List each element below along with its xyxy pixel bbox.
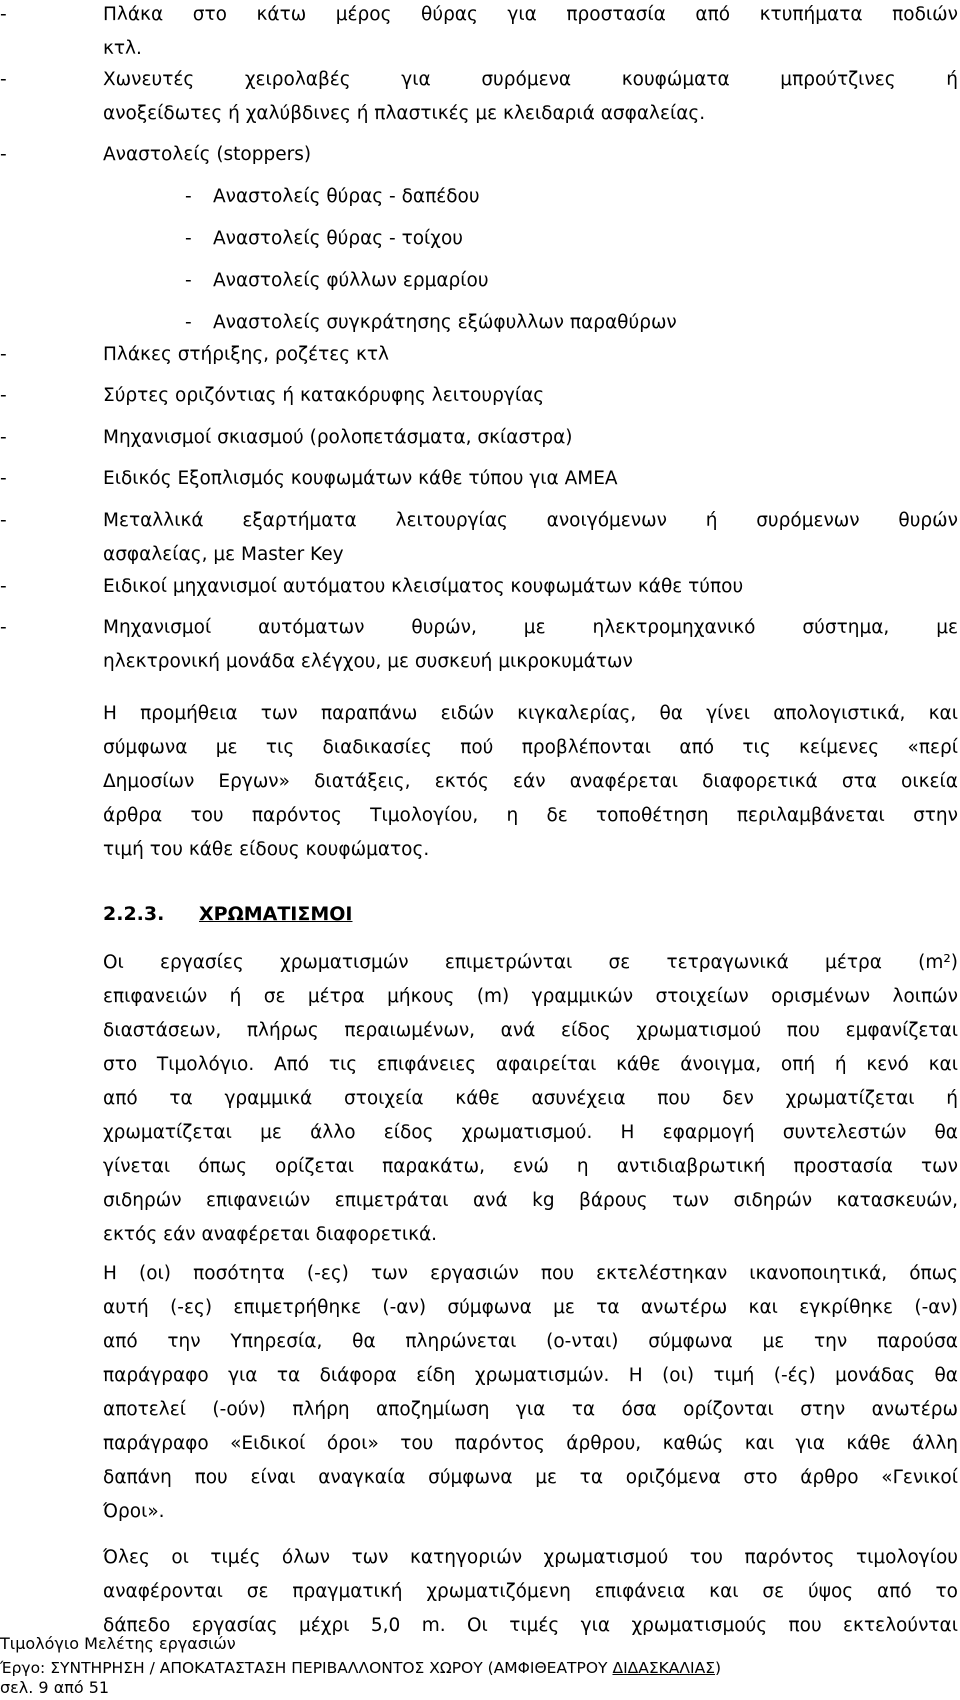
paragraph-line: γίνεται όπως ορίζεται παρακάτω, ενώ η αντιδιαβρωτική προστασία των bbox=[103, 1156, 958, 1177]
list-item bbox=[0, 570, 744, 604]
paragraph-line: σιδηρών επιφανειών επιμετράται ανά kg βάρους των σιδηρών κατασκευών, bbox=[103, 1190, 958, 1211]
footer-project-suffix: ) bbox=[714, 1659, 722, 1677]
list-item bbox=[0, 611, 958, 679]
paragraph-line: δάπεδο εργασίας μέχρι 5,0 m. Οι τιμές για χρωματισμούς που εκτελούνται bbox=[103, 1615, 958, 1636]
list-item-line: ηλεκτρονική μονάδα ελέγχου, με συσκευή μικροκυμάτων bbox=[103, 651, 633, 672]
list-dash: - bbox=[0, 617, 7, 638]
sublist-item bbox=[185, 306, 677, 340]
paragraph-line: στο Τιμολόγιο. Από τις επιφάνειες αφαιρείται κάθε άνοιγμα, οπή ή κενό και bbox=[103, 1054, 958, 1075]
list-item-line: Ειδικός Εξοπλισμός κουφωμάτων κάθε τύπου για ΑΜΕΑ bbox=[103, 468, 618, 489]
list-dash: - bbox=[0, 427, 7, 448]
sublist-dash: - bbox=[185, 186, 192, 207]
paragraph-line: διαστάσεων, πλήρως περαιωμένων, ανά είδος χρωματισμού που εμφανίζεται bbox=[103, 1020, 958, 1041]
paragraph-line: παράγραφο «Ειδικοί όροι» του παρόντος άρθρου, καθώς και για κάθε άλλη bbox=[103, 1433, 958, 1454]
paragraph-line: αυτή (-ες) επιμετρήθηκε (-αν) σύμφωνα με τα ανωτέρω και εγκρίθηκε (-αν) bbox=[103, 1297, 958, 1318]
list-item-line: Ειδικοί μηχανισμοί αυτόματου κλεισίματος κουφωμάτων κάθε τύπου bbox=[103, 576, 744, 597]
paragraph-prices bbox=[103, 1541, 958, 1643]
list-dash: - bbox=[0, 69, 7, 90]
sublist-dash: - bbox=[185, 312, 192, 333]
section-number: 2.2.3. bbox=[103, 903, 165, 925]
paragraph-line: από τα γραμμικά στοιχεία κάθε ασυνέχεια που δεν χρωματίζεται ή bbox=[103, 1088, 958, 1109]
sublist-dash: - bbox=[185, 228, 192, 249]
paragraph-line: τιμή του κάθε είδους κουφώματος. bbox=[103, 839, 430, 860]
list-item-line: Πλάκες στήριξης, ροζέτες κτλ bbox=[103, 344, 389, 365]
sublist-item bbox=[185, 222, 463, 256]
sublist-item bbox=[185, 264, 489, 298]
list-item-line: Μεταλλικά εξαρτήματα λειτουργίας ανοιγόμενων ή συρόμενων θυρών bbox=[103, 510, 958, 531]
list-dash: - bbox=[0, 385, 7, 406]
paragraph-line: αναφέρονται σε πραγματική χρωματιζόμενη επιφάνεια και σε ύψος από το bbox=[103, 1581, 958, 1602]
footer-project-underlined: ΔΙΔΑΣΚΑΛΙΑΣ bbox=[612, 1659, 715, 1677]
list-item bbox=[0, 462, 618, 496]
list-item bbox=[0, 0, 958, 66]
paragraph-line: Η (οι) ποσότητα (-ες) των εργασιών που εκτελέστηκαν ικανοποιητικά, όπως bbox=[103, 1263, 958, 1284]
list-item-line: ασφαλείας, με Master Key bbox=[103, 544, 344, 565]
list-item-line: Μηχανισμοί σκιασμού (ρολοπετάσματα, σκίαστρα) bbox=[103, 427, 573, 448]
list-item-line: Αναστολείς (stoppers) bbox=[103, 144, 312, 165]
paragraph-supply bbox=[103, 697, 958, 867]
list-dash: - bbox=[0, 344, 7, 365]
section-heading bbox=[103, 897, 352, 931]
paragraph-line: εκτός εάν αναφέρεται διαφορετικά. bbox=[103, 1224, 438, 1245]
list-dash: - bbox=[0, 4, 7, 25]
paragraph-line: αποτελεί (-ούν) πλήρη αποζημίωση για τα όσα ορίζονται στην ανωτέρω bbox=[103, 1399, 958, 1420]
sublist-item-text: Αναστολείς θύρας - τοίχου bbox=[213, 228, 463, 249]
list-item-line: Σύρτες οριζόντιας ή κατακόρυφης λειτουργίας bbox=[103, 385, 545, 406]
paragraph-line: Δημοσίων Εργων» διατάξεις, εκτός εάν αναφέρεται διαφορετικά στα οικεία bbox=[103, 771, 958, 792]
paragraph-line: δαπάνη που είναι αναγκαία σύμφωνα με τα οριζόμενα στο άρθρο «Γενικοί bbox=[103, 1467, 958, 1488]
footer-document-title: Τιμολόγιο Μελέτης εργασιών bbox=[0, 1634, 236, 1653]
list-dash: - bbox=[0, 468, 7, 489]
paragraph-line: άρθρα του παρόντος Τιμολογίου, η δε τοποθέτηση περιλαμβάνεται στην bbox=[103, 805, 958, 826]
list-item bbox=[0, 379, 545, 413]
list-dash: - bbox=[0, 144, 7, 165]
list-item-line: Μηχανισμοί αυτόματων θυρών, με ηλεκτρομηχανικό σύστημα, με bbox=[103, 617, 958, 638]
paragraph-line: παράγραφο για τα διάφορα είδη χρωματισμών. Η (οι) τιμή (-ές) μονάδας θα bbox=[103, 1365, 958, 1386]
list-item bbox=[0, 138, 312, 172]
list-item-line: κτλ. bbox=[103, 38, 142, 59]
paragraph-line: Οι εργασίες χρωματισμών επιμετρώνται σε τετραγωνικά μέτρα (m²) bbox=[103, 952, 958, 973]
paragraph-quantity bbox=[103, 1257, 958, 1529]
paragraph-line: σύμφωνα με τις διαδικασίες πού προβλέπονται από τις κείμενες «περί bbox=[103, 737, 958, 758]
paragraph-line: από την Υπηρεσία, θα πληρώνεται (ο-νται) σύμφωνα με την παρούσα bbox=[103, 1331, 958, 1352]
paragraph-measurement bbox=[103, 946, 958, 1252]
paragraph-line: επιφανειών ή σε μέτρα μήκους (m) γραμμικών στοιχείων ορισμένων λοιπών bbox=[103, 986, 958, 1007]
sublist-item-text: Αναστολείς συγκράτησης εξώφυλλων παραθύρων bbox=[213, 312, 677, 333]
section-title: ΧΡΩΜΑΤΙΣΜΟΙ bbox=[199, 903, 353, 925]
list-item-line: Πλάκα στο κάτω μέρος θύρας για προστασία από κτυπήματα ποδιών bbox=[103, 4, 958, 25]
sublist-item bbox=[185, 180, 480, 214]
list-item bbox=[0, 421, 573, 455]
list-item bbox=[0, 504, 958, 572]
footer-project-prefix: Έργο: ΣΥΝΤΗΡΗΣΗ / ΑΠΟΚΑΤΑΣΤΑΣΗ ΠΕΡΙΒΑΛΛΟΝΤΟΣ ΧΩΡΟΥ (ΑΜΦΙΘΕΑΤΡΟΥ bbox=[0, 1659, 613, 1677]
list-item-line: Χωνευτές χειρολαβές για συρόμενα κουφώματα μπρούτζινες ή bbox=[103, 69, 958, 90]
list-item bbox=[0, 338, 389, 372]
paragraph-line: χρωματίζεται με άλλο είδος χρωματισμού. Η εφαρμογή συντελεστών θα bbox=[103, 1122, 958, 1143]
sublist-dash: - bbox=[185, 270, 192, 291]
sublist-item-text: Αναστολείς θύρας - δαπέδου bbox=[213, 186, 480, 207]
list-dash: - bbox=[0, 576, 7, 597]
list-item bbox=[0, 63, 958, 131]
sublist-item-text: Αναστολείς φύλλων ερμαρίου bbox=[213, 270, 489, 291]
paragraph-line: Όλες οι τιμές όλων των κατηγοριών χρωματισμού του παρόντος τιμολογίου bbox=[103, 1547, 958, 1568]
paragraph-line: Η προμήθεια των παραπάνω ειδών κιγκαλερίας, θα γίνει απολογιστικά, και bbox=[103, 703, 958, 724]
paragraph-line: Όροι». bbox=[103, 1501, 165, 1522]
list-dash: - bbox=[0, 510, 7, 531]
footer-page-number: σελ. 9 από 51 bbox=[0, 1678, 110, 1697]
list-item-line: ανοξείδωτες ή χαλύβδινες ή πλαστικές με κλειδαριά ασφαλείας. bbox=[103, 103, 706, 124]
